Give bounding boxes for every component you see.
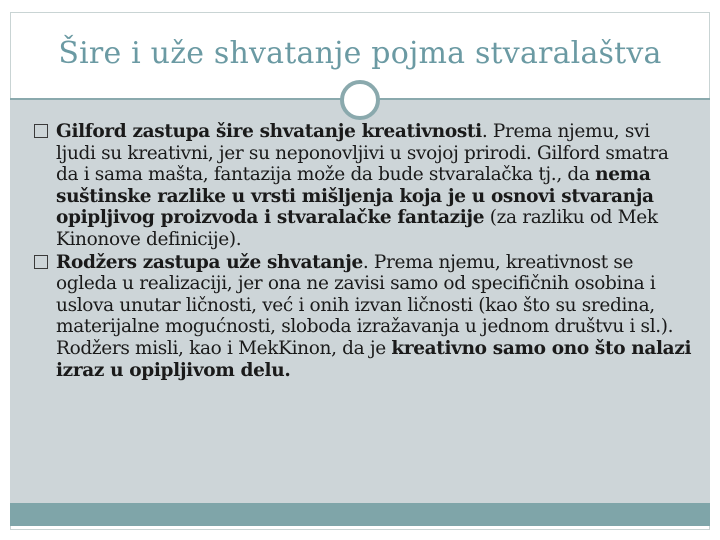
paragraph-rodzers	[34, 252, 694, 382]
rodzers-text-1: . Prema njemu, kreativnost se ogleda u realizaciji, jer ona ne zavisi samo od specifičnih osobina i uslova unutar ličnosti, već i onih izvan ličnosti (kao što su sredina, materijalne mogućnosti, sloboda izražavanja u jednom društvu i sl.). Rodžers misli, kao i MekKinon, da je	[56, 251, 674, 359]
rodzers-emphasis: kreativno samo ono što nalazi izraz u opipljivom delu.	[56, 337, 692, 381]
slide-title: Šire i uže shvatanje pojma stvaralaštva	[58, 36, 662, 71]
gilford-text-1: . Prema njemu, svi ljudi su kreativni, jer su neponovljivi u svojoj prirodi. Gilford smatra da i sama mašta, fantazija može da bude stvaralačka tj., da	[56, 121, 669, 186]
body-text	[34, 121, 694, 382]
square-bullet-icon	[34, 255, 48, 269]
gilford-text-2: (za razliku od Mek Kinonove definicije).	[56, 207, 658, 250]
rodzers-heading: Rodžers zastupa uže shvatanje	[56, 251, 363, 273]
gilford-emphasis: nema suštinske razlike u vrsti mišljenja koja je u osnovi stvaranja opipljivog proizvoda i stvaralačke fantazije	[56, 164, 654, 229]
bottom-bar	[10, 503, 710, 526]
paragraph-gilford	[34, 121, 694, 251]
square-bullet-icon	[34, 124, 48, 138]
gilford-heading: Gilford zastupa šire shvatanje kreativnosti	[56, 121, 482, 142]
circle-ornament-icon	[340, 80, 380, 120]
